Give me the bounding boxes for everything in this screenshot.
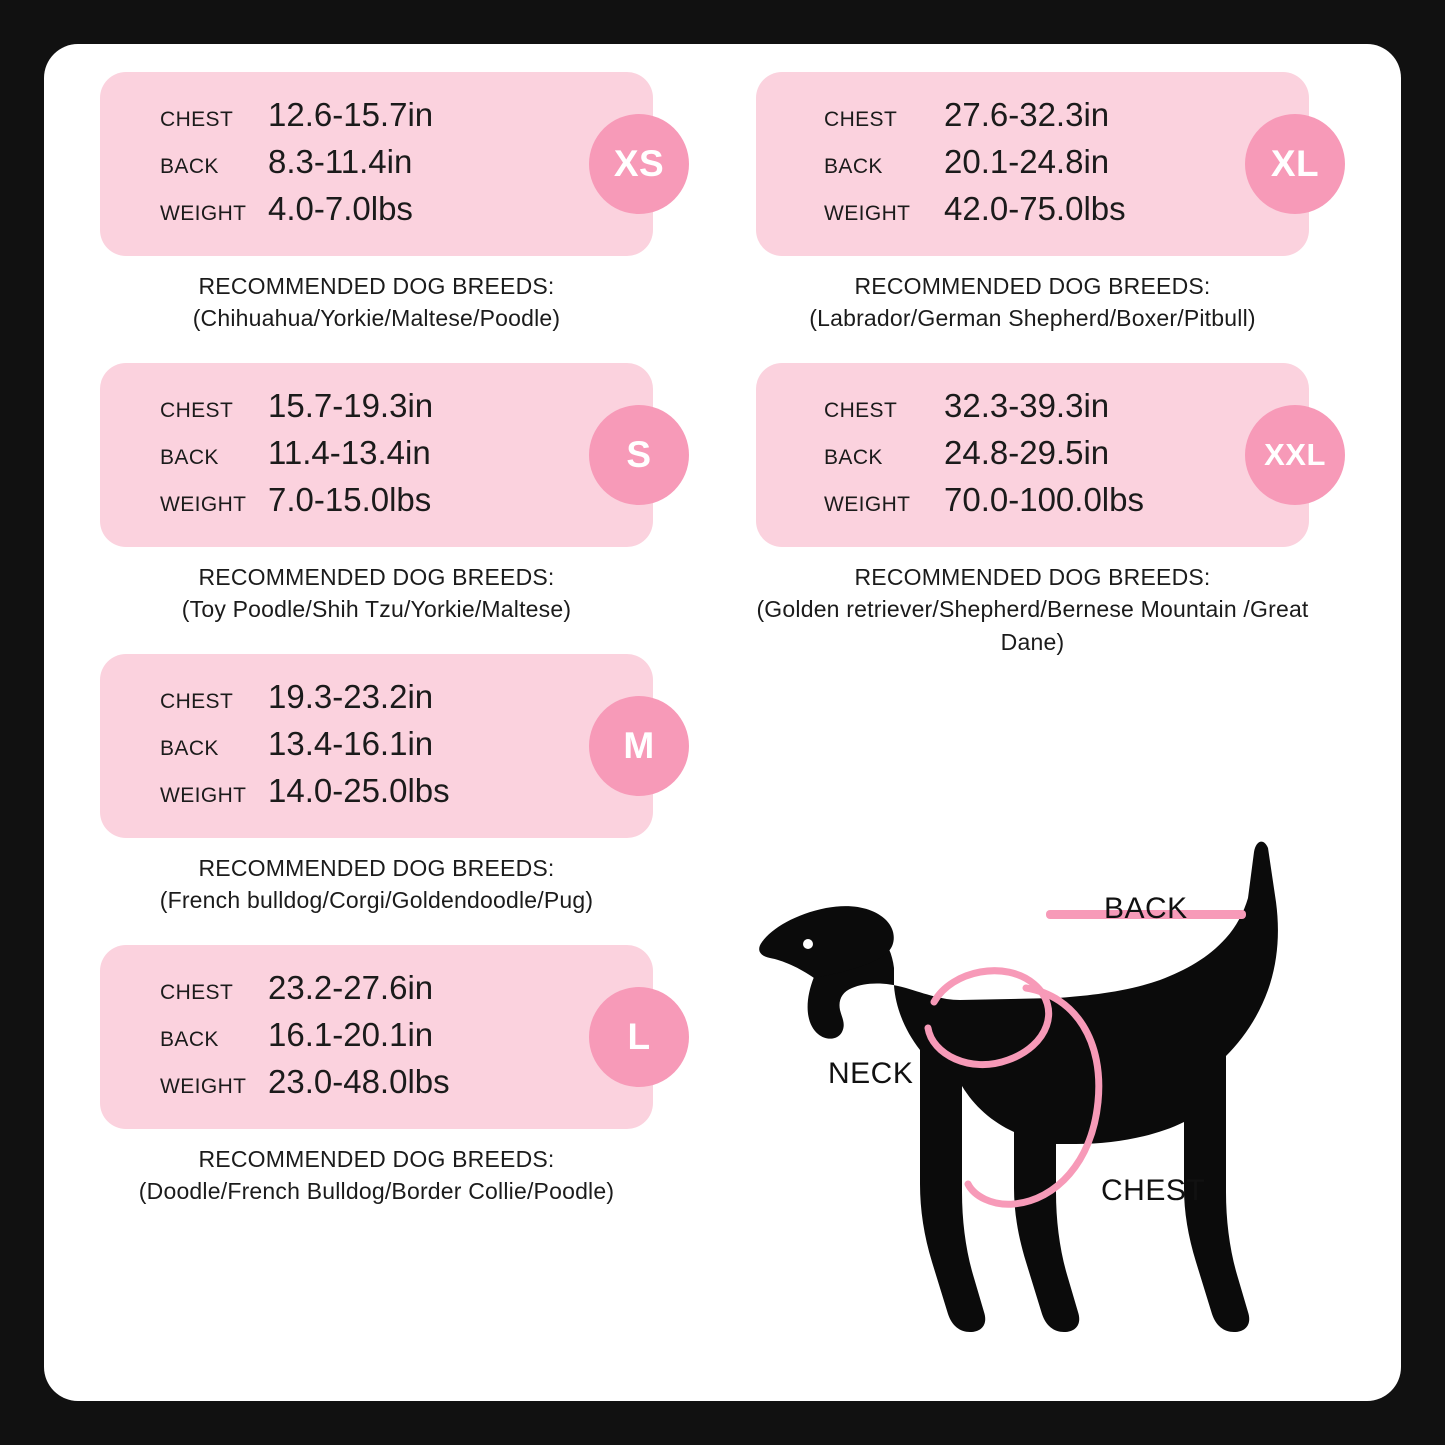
weight-label: WEIGHT bbox=[160, 202, 247, 225]
measurement-row-back bbox=[824, 434, 1309, 481]
size-badge-xxl: XXL bbox=[1245, 405, 1345, 505]
measurement-row-chest bbox=[824, 387, 1309, 434]
measurement-row-chest bbox=[160, 96, 653, 143]
chest-label: CHEST bbox=[160, 108, 234, 131]
breeds-list: (Labrador/German Shepherd/Boxer/Pitbull) bbox=[809, 305, 1256, 331]
breeds-xs bbox=[100, 270, 653, 335]
breeds-l bbox=[100, 1143, 653, 1208]
measurement-row-weight bbox=[160, 772, 653, 819]
back-label: BACK bbox=[160, 155, 219, 178]
weight-value: 42.0-75.0lbs bbox=[944, 190, 1126, 227]
breeds-list: (Golden retriever/Shepherd/Bernese Mountain /Great Dane) bbox=[756, 596, 1309, 655]
back-label: BACK bbox=[824, 446, 883, 469]
breeds-title: RECOMMENDED DOG BREEDS: bbox=[198, 273, 555, 299]
size-badge-xl: XL bbox=[1245, 114, 1345, 214]
weight-label: WEIGHT bbox=[824, 493, 911, 516]
neck-label-diagram: NECK bbox=[828, 1057, 914, 1090]
chest-value: 19.3-23.2in bbox=[268, 678, 434, 715]
breeds-list: (Toy Poodle/Shih Tzu/Yorkie/Maltese) bbox=[181, 596, 572, 622]
size-badge-l: L bbox=[589, 987, 689, 1087]
measurement-row-back bbox=[824, 143, 1309, 190]
weight-label: WEIGHT bbox=[160, 784, 247, 807]
size-column-right bbox=[756, 72, 1356, 1207]
back-label: BACK bbox=[824, 155, 883, 178]
size-badge-m: M bbox=[589, 696, 689, 796]
size-badge-xs: XS bbox=[589, 114, 689, 214]
breeds-s bbox=[100, 561, 653, 626]
weight-value: 23.0-48.0lbs bbox=[268, 1063, 450, 1100]
measurement-row-back bbox=[160, 434, 653, 481]
size-card-xl bbox=[756, 72, 1320, 256]
measurement-row-chest bbox=[160, 969, 653, 1016]
size-block-xxl bbox=[756, 363, 1356, 659]
measurement-row-weight bbox=[160, 1063, 653, 1110]
size-card-l bbox=[100, 945, 653, 1129]
back-label-diagram: BACK bbox=[1104, 892, 1188, 925]
size-badge-s: S bbox=[589, 405, 689, 505]
chest-label: CHEST bbox=[160, 690, 234, 713]
size-chart-grid bbox=[44, 44, 1401, 1401]
size-block-l bbox=[100, 945, 700, 1208]
back-value: 20.1-24.8in bbox=[944, 143, 1110, 180]
dog-measurement-diagram bbox=[756, 792, 1376, 1372]
breeds-list: (Doodle/French Bulldog/Border Collie/Poodle) bbox=[138, 1178, 615, 1204]
weight-value: 14.0-25.0lbs bbox=[268, 772, 450, 809]
measurement-row-chest bbox=[160, 678, 653, 725]
breeds-list: (French bulldog/Corgi/Goldendoodle/Pug) bbox=[159, 887, 594, 913]
back-value: 24.8-29.5in bbox=[944, 434, 1110, 471]
back-value: 8.3-11.4in bbox=[268, 143, 413, 180]
breeds-xl bbox=[756, 270, 1309, 335]
chest-value: 32.3-39.3in bbox=[944, 387, 1110, 424]
size-card-xs bbox=[100, 72, 665, 256]
measurement-row-chest bbox=[160, 387, 653, 434]
weight-label: WEIGHT bbox=[160, 493, 247, 516]
measurement-row-weight bbox=[824, 481, 1309, 528]
measurement-row-weight bbox=[824, 190, 1309, 237]
weight-value: 70.0-100.0lbs bbox=[944, 481, 1144, 518]
chest-value: 27.6-32.3in bbox=[944, 96, 1110, 133]
measurement-row-back bbox=[160, 725, 653, 772]
breeds-title: RECOMMENDED DOG BREEDS: bbox=[854, 273, 1211, 299]
breeds-title: RECOMMENDED DOG BREEDS: bbox=[198, 564, 555, 590]
back-label: BACK bbox=[160, 737, 219, 760]
breeds-title: RECOMMENDED DOG BREEDS: bbox=[198, 1146, 555, 1172]
size-chart-page bbox=[44, 44, 1401, 1401]
breeds-m bbox=[100, 852, 653, 917]
weight-value: 7.0-15.0lbs bbox=[268, 481, 432, 518]
measurement-row-back bbox=[160, 1016, 653, 1063]
breeds-list: (Chihuahua/Yorkie/Maltese/Poodle) bbox=[192, 305, 561, 331]
back-value: 16.1-20.1in bbox=[268, 1016, 434, 1053]
breeds-title: RECOMMENDED DOG BREEDS: bbox=[854, 564, 1211, 590]
measurement-row-weight bbox=[160, 481, 653, 528]
chest-value: 15.7-19.3in bbox=[268, 387, 434, 424]
chest-label: CHEST bbox=[160, 399, 234, 422]
weight-value: 4.0-7.0lbs bbox=[268, 190, 413, 227]
size-card-s bbox=[100, 363, 653, 547]
chest-label: CHEST bbox=[824, 108, 898, 131]
chest-label: CHEST bbox=[824, 399, 898, 422]
chest-label: CHEST bbox=[160, 981, 234, 1004]
weight-label: WEIGHT bbox=[160, 1075, 247, 1098]
chest-label-diagram: CHEST bbox=[1101, 1174, 1206, 1207]
size-card-xxl bbox=[756, 363, 1326, 547]
size-block-xs bbox=[100, 72, 700, 335]
size-card-m bbox=[100, 654, 653, 838]
chest-value: 23.2-27.6in bbox=[268, 969, 434, 1006]
back-label: BACK bbox=[160, 446, 219, 469]
measurement-row-back bbox=[160, 143, 653, 190]
chest-value: 12.6-15.7in bbox=[268, 96, 434, 133]
back-label: BACK bbox=[160, 1028, 219, 1051]
breeds-xxl bbox=[756, 561, 1309, 659]
size-block-m bbox=[100, 654, 700, 917]
size-block-s bbox=[100, 363, 700, 626]
back-value: 11.4-13.4in bbox=[268, 434, 431, 471]
back-value: 13.4-16.1in bbox=[268, 725, 434, 762]
measurement-row-chest bbox=[824, 96, 1309, 143]
measurement-row-weight bbox=[160, 190, 653, 237]
breeds-title: RECOMMENDED DOG BREEDS: bbox=[198, 855, 555, 881]
weight-label: WEIGHT bbox=[824, 202, 911, 225]
size-block-xl bbox=[756, 72, 1356, 335]
size-column-left bbox=[100, 72, 700, 1236]
